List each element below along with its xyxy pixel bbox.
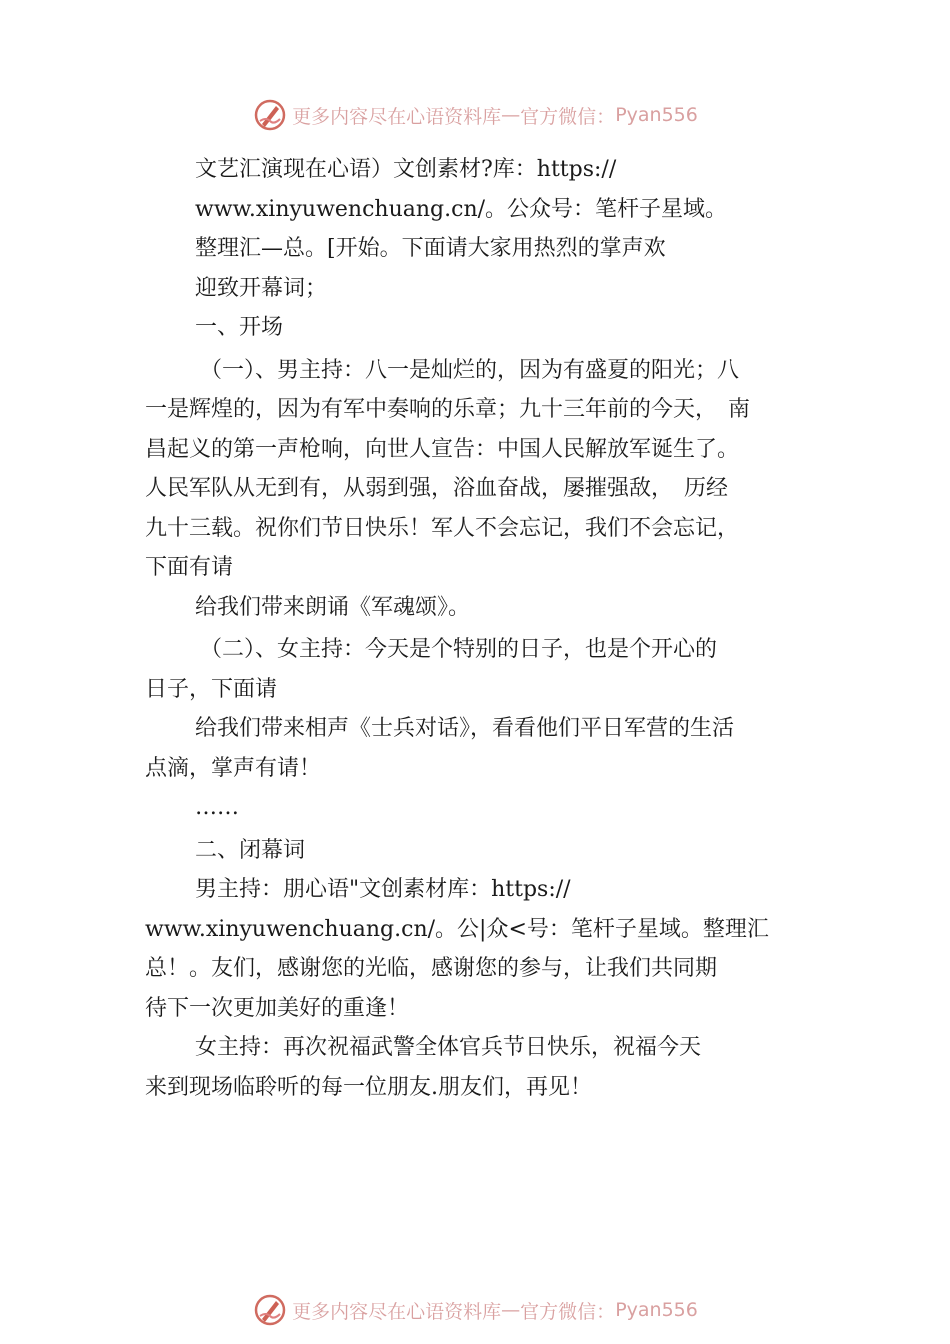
- header-dash: —: [501, 104, 521, 126]
- body-line: 给我们带来相声《士兵对话》，看看他们平日军营的生活: [195, 716, 735, 741]
- ellipsis: ……: [195, 795, 239, 820]
- footer-watermark: [0, 1290, 950, 1330]
- footer-wechat-id: Pyan556: [615, 1299, 698, 1321]
- body-line: 给我们带来朗诵《军魂颂》。: [195, 594, 471, 620]
- body-line: 总！。友们，感谢您的光临，感谢您的参与，让我们共同期: [145, 956, 718, 981]
- body-line: 点滴，掌声有请！: [145, 755, 322, 781]
- header-wechat-label: 官方微信：: [520, 105, 616, 128]
- pen-logo-icon: [252, 1292, 288, 1328]
- header-brand-text: 更多内容尽在心语资料库: [292, 105, 502, 128]
- section-heading-opening: 一、开场: [195, 315, 284, 340]
- pen-logo-icon: [252, 97, 288, 133]
- header-wechat-id: Pyan556: [615, 104, 698, 126]
- body-line: （二）、女主持：今天是个特别的日子，也是个开心的: [200, 637, 718, 662]
- body-line: 人民军队从无到有，从弱到强，浴血奋战，屡摧强敌， 历经: [145, 476, 729, 501]
- body-line: 九十三载。祝你们节日快乐！军人不会忘记，我们不会忘记，: [145, 515, 740, 541]
- body-line: 迎致开幕词；: [195, 275, 328, 301]
- body-line: www.xinyuwenchuang.cn/。公众号：笔杆子星域。: [195, 196, 728, 222]
- body-line: 一是辉煌的，因为有军中奏响的乐章；九十三年前的今天， 南: [145, 397, 751, 422]
- section-heading-closing: 二、闭幕词: [195, 837, 306, 863]
- footer-brand-text: 更多内容尽在心语资料库: [292, 1300, 502, 1323]
- body-line: （一）、男主持：八一是灿烂的，因为有盛夏的阳光；八: [200, 357, 740, 383]
- body-line: 日子，下面请: [145, 676, 278, 702]
- body-line: 男主持：朋心语"文创素材库：https://: [195, 877, 571, 902]
- body-line: 下面有请: [145, 555, 234, 580]
- body-line: 文艺汇演现在心语）文创素材?库：https://: [195, 157, 617, 182]
- header-watermark: [0, 95, 950, 135]
- body-line: 待下一次更加美好的重逢！: [145, 995, 410, 1021]
- document-body: [145, 150, 825, 1107]
- body-line: www.xinyuwenchuang.cn/。公|众<号：笔杆子星域。整理汇: [145, 916, 769, 942]
- body-line: 整理汇—总。[开始。下面请大家用热烈的掌声欢: [195, 236, 666, 261]
- footer-dash: —: [501, 1299, 521, 1321]
- body-line: 昌起义的第一声枪响，向世人宣告：中国人民解放军诞生了。: [145, 436, 740, 462]
- footer-wechat-label: 官方微信：: [520, 1300, 616, 1323]
- body-line: 来到现场临聆听的每一位朋友.朋友们，再见！: [145, 1074, 592, 1100]
- body-line: 女主持：再次祝福武警全体官兵节日快乐，祝福今天: [195, 1035, 702, 1060]
